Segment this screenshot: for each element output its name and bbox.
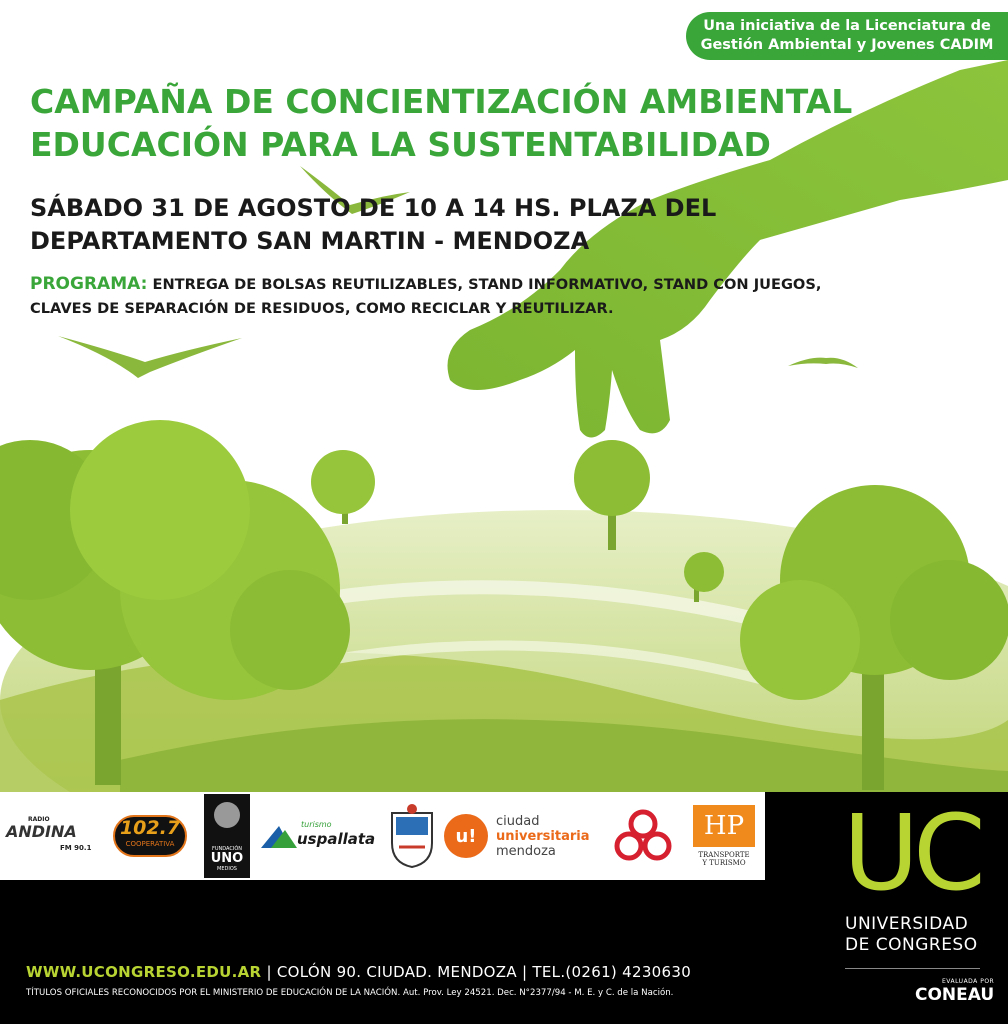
hp-l2: Y TURISMO — [702, 859, 746, 867]
ciudad-l1: ciudad — [496, 813, 540, 829]
coneau-top: EVALUADA POR — [942, 978, 995, 985]
campaign-title — [30, 80, 852, 166]
title-line-1: CAMPAÑA DE CONCIENTIZACIÓN AMBIENTAL — [30, 82, 853, 121]
uspallata-name: uspallata — [297, 830, 376, 848]
hp-mark: HP — [693, 805, 755, 847]
university-name-1: UNIVERSIDAD — [845, 914, 969, 934]
coneau-logo — [915, 978, 994, 1005]
footer-contact — [26, 963, 691, 981]
program-line-1: ENTREGA DE BOLSAS REUTILIZABLES, STAND INFORMATIVO, STAND CON JUEGOS, — [152, 276, 822, 293]
fundacion-name: UNO — [210, 851, 244, 866]
ciudad-l2: universitaria — [496, 828, 590, 844]
coneau-name: CONEAU — [915, 985, 995, 1005]
event-line-2: DEPARTAMENTO SAN MARTIN - MENDOZA — [30, 227, 590, 255]
university-name-2: DE CONGRESO — [845, 935, 978, 955]
uspallata-icon — [261, 822, 297, 850]
ciudad-l3: mendoza — [496, 843, 556, 859]
footer-legal: TÍTULOS OFICIALES RECONOCIDOS POR EL MINISTERIO DE EDUCACIÓN DE LA NACIÓN. Aut. Prov. Ley 24521. Dec. N°2377/94 - M. E. y C. de la Nación. — [26, 988, 674, 998]
andina-name: ANDINA — [6, 822, 77, 841]
sponsor-cooperativa — [108, 792, 192, 880]
event-details — [30, 192, 716, 258]
cooperativa-freq: 102.7 — [119, 817, 181, 839]
sponsor-bar — [0, 792, 765, 880]
divider — [845, 968, 980, 969]
initiative-badge — [686, 12, 1008, 60]
sponsor-uspallata — [260, 792, 378, 880]
footer-address: | COLÓN 90. CIUDAD. MENDOZA | TEL.(0261) 4230630 — [261, 963, 692, 981]
badge-line-2: Gestión Ambiental y Jovenes CADIM — [700, 37, 994, 53]
university-name — [845, 914, 978, 956]
website-link[interactable]: WWW.UCONGRESO.EDU.AR — [26, 963, 262, 981]
fundacion-bottom: MEDIOS — [217, 866, 237, 872]
sponsor-radio-andina — [4, 792, 100, 880]
title-line-2: EDUCACIÓN PARA LA SUSTENTABILIDAD — [30, 125, 771, 164]
cooperativa-name: COOPERATIVA — [125, 840, 175, 848]
trefoil-logo-icon — [612, 808, 674, 864]
event-line-1: SÁBADO 31 DE AGOSTO DE 10 A 14 HS. PLAZA DEL — [30, 194, 717, 222]
coat-of-arms-icon — [387, 803, 437, 869]
program-label: PROGRAMA: — [30, 274, 148, 294]
program-text — [30, 272, 821, 321]
sponsor-crest — [384, 792, 440, 880]
sponsor-hp-transporte — [684, 792, 764, 880]
fundacion-top: FUNDACIÓN — [211, 846, 242, 852]
badge-line-1: Una iniciativa de la Licenciatura de — [703, 18, 991, 34]
uc-logo: UC — [843, 792, 980, 914]
sponsor-fundacion-uno — [202, 792, 252, 880]
sponsor-trefoil — [608, 792, 678, 880]
program-line-2: CLAVES DE SEPARACIÓN DE RESIDUOS, COMO RECICLAR Y REUTILIZAR. — [30, 300, 614, 317]
uc-logo-block — [765, 792, 1008, 1024]
andina-top: RADIO — [28, 816, 50, 823]
andina-fm: FM 90.1 — [60, 844, 92, 852]
ciudad-icon: u! — [444, 814, 488, 858]
hp-l1: TRANSPORTE — [698, 851, 750, 859]
sponsor-ciudad-universitaria — [444, 792, 604, 880]
uspallata-top: turismo — [301, 820, 332, 829]
